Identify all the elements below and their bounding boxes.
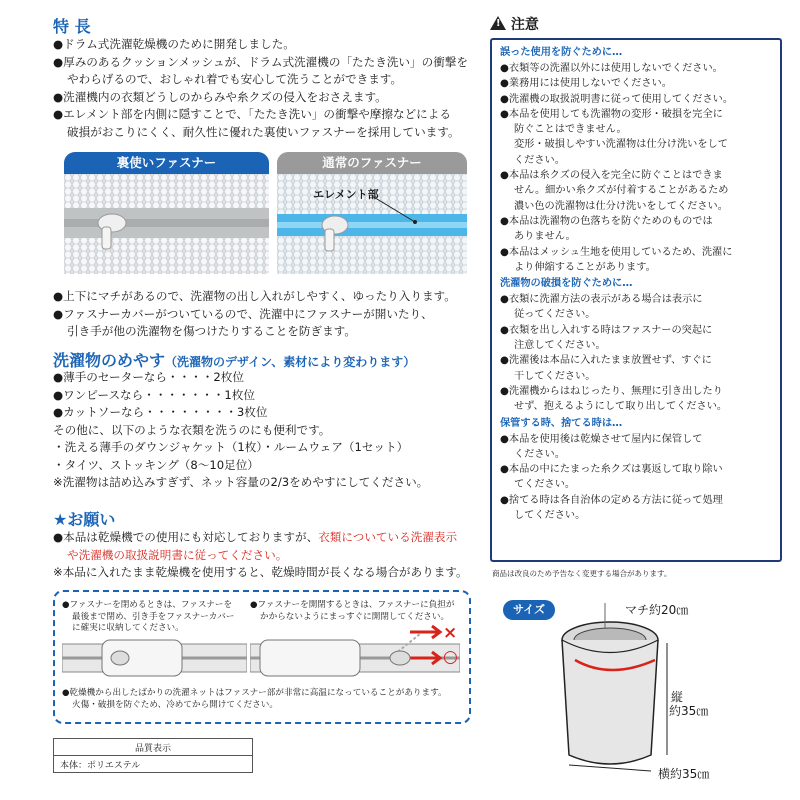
caution-line: ●本品はメッシュ生地を使用しているため、洗濯に — [500, 246, 733, 258]
caution-line: ありません。 — [514, 231, 576, 243]
guide-title: 洗濯物のめやす — [53, 351, 166, 370]
quality-table — [53, 738, 253, 773]
request-text — [53, 529, 468, 582]
caution-line: ●洗濯後は本品に入れたまま放置せず、すぐに — [500, 355, 712, 367]
quality-title: 品質表示 — [54, 739, 253, 756]
caution-line: 変形・破損しやすい洗濯物は仕分け洗いをして — [514, 139, 728, 151]
zipper-straight-illustration — [250, 618, 460, 682]
tip-line: ●ファスナーを開閉するときは、ファスナーに負担が — [250, 600, 455, 610]
guide-line: ・タイツ、ストッキング（8〜10足位） — [53, 457, 259, 472]
caution-subheading: 保管する時、捨てる時は… — [500, 417, 623, 429]
guide-line: その他に、以下のような衣類を洗うのにも便利です。 — [53, 422, 331, 437]
caution-subheading: 誤った使用を防ぐために… — [500, 47, 623, 58]
caution-line: ●捨てる時は各自治体の定める方法に従って処理 — [500, 494, 723, 506]
caution-line: ●衣類に洗濯方法の表示がある場合は表示に — [500, 294, 703, 306]
zipper-normal-panel — [277, 152, 467, 278]
guide-line: ●カットソーなら・・・・・・・・3枚位 — [53, 405, 268, 419]
caution-line: してください。 — [514, 510, 586, 522]
caution-line: せず、抱えるようにして取り出してください。 — [514, 401, 728, 413]
caution-content — [500, 45, 733, 523]
caution-line: ください。 — [514, 448, 565, 460]
tip-line: ●ファスナーを閉めるときは、ファスナーを — [62, 600, 233, 610]
caution-line: てください。 — [514, 479, 576, 491]
size-gusset: マチ約20㎝ — [625, 603, 689, 617]
feature-line: ●洗濯機内の衣類どうしのからみや糸クズの侵入をおさえます。 — [53, 89, 387, 104]
feature-line: 破損がおこりにくく、耐久性に優れた裏使いファスナーを採用しています。 — [67, 124, 460, 139]
caution-group-misuse — [500, 61, 733, 275]
caution-line: ●本品を使用後は乾燥させて屋内に保管して — [500, 433, 703, 445]
tip-hot — [62, 688, 447, 711]
caution-line: ●本品は洗濯物の色落ちを防ぐためのものでは — [500, 215, 713, 227]
caution-line: ●本品の中にたまった糸クズは裏返して取り除い — [500, 464, 723, 476]
feature-line: ●厚みのあるクッションメッシュが、ドラム式洗濯機の「たたき洗い」の衝撃を — [53, 54, 468, 69]
caution-group-damage — [500, 292, 733, 414]
quality-material: 本体：ポリエステル — [54, 756, 253, 773]
caution-line: ください。 — [514, 154, 565, 166]
caution-footnote: 商品は改良のため予告なく変更する場合があります。 — [492, 569, 672, 578]
caution-line: 干してください。 — [514, 370, 596, 382]
size-width: 横約35㎝ — [658, 767, 710, 781]
tip-line: 最後まで閉め、引き手をファスナーカバー — [72, 611, 235, 622]
caution-line: せん。細かい糸クズが付着することがあるため — [514, 185, 729, 197]
zipper-reverse-image — [64, 174, 269, 274]
wrong-mark-icon: × — [443, 623, 458, 643]
feature-line: やわらげるので、おしゃれ着でも安心して洗うことができます。 — [67, 72, 403, 86]
size-height-label: 縦 — [671, 690, 684, 704]
caution-line: より伸縮することがあります。 — [514, 261, 656, 273]
feature-line: ●ファスナーカバーがついているので、洗濯中にファスナーが開いたり、 — [53, 306, 433, 321]
caution-title: 注意 — [510, 17, 539, 33]
caution-line: 防ぐことはできません。 — [514, 124, 627, 136]
caution-line: 従ってください。 — [514, 309, 596, 321]
caution-line: ●業務用には使用しないでください。 — [500, 78, 672, 90]
request-line-highlight: や洗濯機の取扱説明書に従ってください。 — [67, 547, 288, 562]
caution-line: ●洗濯機の取扱説明書に従って使用してください。 — [500, 93, 734, 105]
size-height-value: 約35㎝ — [669, 704, 709, 718]
correct-mark-icon: ○ — [443, 647, 458, 667]
element-label: エレメント部 — [313, 188, 379, 201]
request-line: ※本品に入れたまま乾燥機を使用すると、乾燥時間が長くなる場合があります。 — [53, 565, 468, 579]
caution-line: ●衣類等の洗濯以外には使用しないでください。 — [500, 63, 723, 74]
guide-subtitle: （洗濯物のデザイン、素材により変わります） — [165, 355, 416, 369]
zipper-reverse-label: 裏使いファスナー — [64, 152, 269, 174]
caution-group-storage — [500, 432, 733, 524]
feature-line: ●ドラム式洗濯乾燥機のために開発しました。 — [53, 37, 295, 51]
guide-line: ●薄手のセーターなら・・・・2枚位 — [53, 370, 244, 384]
guide-heading — [53, 348, 415, 371]
size-height — [671, 690, 708, 718]
caution-line: ●本品は糸クズの侵入を完全に防ぐことはできま — [500, 170, 723, 182]
guide-line: ●ワンピースなら・・・・・・・1枚位 — [53, 387, 255, 402]
guide-line: ※洗濯物は詰め込みすぎず、ネット容量の2/3をめやすにしてください。 — [53, 475, 429, 489]
tip-line: かからないようにまっすぐに開閉してください。 — [260, 611, 450, 622]
features-title: 特 長 — [53, 17, 91, 36]
warning-icon: ! — [490, 16, 506, 30]
request-line: ●本品は乾燥機での使用にも対応しておりますが、 — [53, 530, 319, 544]
caution-line: ●洗濯機からはねじったり、無理に引き出したり — [500, 385, 723, 397]
features-list-2 — [53, 288, 456, 341]
tip-close — [62, 600, 234, 635]
tip-line: 火傷・破損を防ぐため、冷めてから開けてください。 — [72, 699, 278, 710]
size-badge: サイズ — [503, 600, 555, 620]
zipper-normal-label: 通常のファスナー — [277, 152, 467, 174]
tip-line: に確実に収納してください。 — [72, 623, 184, 633]
guide-line: ・洗える薄手のダウンジャケット（1枚）・ルームウェア（1セット） — [53, 440, 409, 454]
caution-subheading: 洗濯物の破損を防ぐために… — [500, 278, 633, 290]
request-title: ★お願い — [53, 510, 116, 529]
zipper-cover-illustration — [62, 636, 247, 682]
caution-line: ●衣類を出し入れする時はファスナーの突起に — [500, 324, 713, 336]
zipper-reverse-panel — [64, 152, 269, 278]
caution-heading — [490, 14, 539, 34]
request-line-highlight: 衣類についている洗濯表示 — [318, 530, 458, 544]
feature-line: ●上下にマチがあるので、洗濯物の出し入れがしやすく、ゆったり入ります。 — [53, 289, 456, 303]
features-list — [53, 36, 468, 141]
feature-line: ●エレメント部を内側に隠すことで、「たたき洗い」の衝撃や摩擦などによる — [53, 107, 451, 121]
caution-line: ●本品を使用しても洗濯物の変形・破損を完全に — [500, 108, 723, 120]
caution-line: 注意してください。 — [514, 340, 606, 352]
feature-line: 引き手が他の洗濯物を傷つけたりすることを防ぎます。 — [67, 324, 356, 338]
size-illustration — [555, 595, 755, 785]
tip-line: ●乾燥機から出したばかりの洗濯ネットはファスナー部が非常に高温になっていることがあります。 — [62, 688, 447, 698]
guide-list — [53, 369, 428, 492]
caution-line: 濃い色の洗濯物は仕分け洗いをしてください。 — [514, 200, 728, 212]
